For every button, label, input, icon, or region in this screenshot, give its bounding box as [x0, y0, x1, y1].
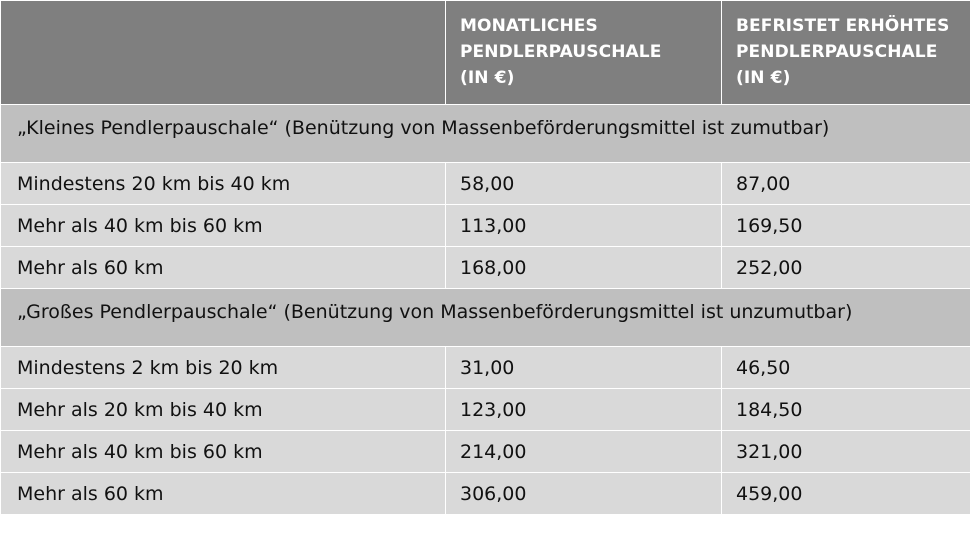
- distance-label: Mehr als 40 km bis 60 km: [1, 431, 446, 473]
- table-row: [1, 431, 970, 473]
- section-row-grosses: [1, 289, 970, 347]
- table-body: [1, 1, 970, 515]
- header-monthly-line-3: (IN €): [460, 68, 515, 88]
- header-increased-line-2: PENDLERPAUSCHALE: [736, 42, 938, 62]
- section-title: „Kleines Pendlerpauschale“ (Benützung von Massenbeförderungsmittel ist zumutbar): [1, 105, 970, 163]
- distance-label: Mindestens 20 km bis 40 km: [1, 163, 446, 205]
- header-row: [1, 1, 970, 105]
- monthly-value: 306,00: [446, 473, 722, 515]
- table-row: [1, 247, 970, 289]
- header-monthly-line-1: MONATLICHES: [460, 16, 598, 36]
- distance-label: Mindestens 2 km bis 20 km: [1, 347, 446, 389]
- increased-value: 459,00: [722, 473, 970, 515]
- distance-label: Mehr als 60 km: [1, 247, 446, 289]
- increased-value: 87,00: [722, 163, 970, 205]
- header-increased: [722, 1, 970, 105]
- section-title: „Großes Pendlerpauschale“ (Benützung von Massenbeförderungsmittel ist unzumutbar): [1, 289, 970, 347]
- header-empty-cell: [1, 1, 446, 105]
- increased-value: 169,50: [722, 205, 970, 247]
- table-row: [1, 163, 970, 205]
- table-row: [1, 347, 970, 389]
- increased-value: 46,50: [722, 347, 970, 389]
- section-row-kleines: [1, 105, 970, 163]
- header-increased-line-1: BEFRISTET ERHÖHTES: [736, 16, 950, 36]
- header-increased-line-3: (IN €): [736, 68, 791, 88]
- increased-value: 184,50: [722, 389, 970, 431]
- monthly-value: 58,00: [446, 163, 722, 205]
- monthly-value: 113,00: [446, 205, 722, 247]
- monthly-value: 31,00: [446, 347, 722, 389]
- table-row: [1, 205, 970, 247]
- monthly-value: 214,00: [446, 431, 722, 473]
- table-row: [1, 473, 970, 515]
- distance-label: Mehr als 40 km bis 60 km: [1, 205, 446, 247]
- increased-value: 321,00: [722, 431, 970, 473]
- monthly-value: 123,00: [446, 389, 722, 431]
- header-monthly-line-2: PENDLERPAUSCHALE: [460, 42, 662, 62]
- distance-label: Mehr als 20 km bis 40 km: [1, 389, 446, 431]
- distance-label: Mehr als 60 km: [1, 473, 446, 515]
- increased-value: 252,00: [722, 247, 970, 289]
- table-row: [1, 389, 970, 431]
- header-monthly: [446, 1, 722, 105]
- monthly-value: 168,00: [446, 247, 722, 289]
